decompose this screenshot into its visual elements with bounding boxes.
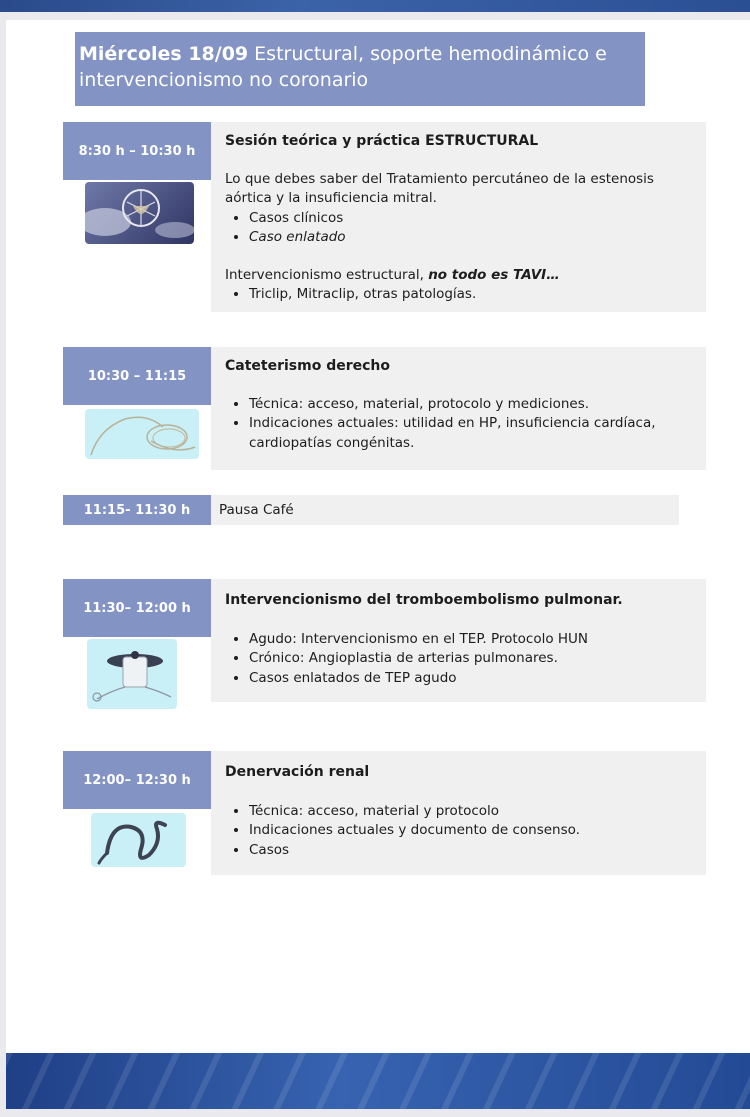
title-day: Miércoles 18/09 bbox=[79, 43, 249, 65]
subheading-prefix: Intervencionismo estructural, bbox=[225, 266, 429, 283]
session-3-title: Intervencionismo del tromboembolismo pulmonar. bbox=[225, 592, 623, 608]
session-3-time: 11:30– 12:00 h bbox=[63, 579, 211, 637]
list-item: • Técnica: acceso, material y protocolo bbox=[249, 802, 692, 822]
session-3-list bbox=[225, 630, 692, 689]
session-2-content bbox=[211, 347, 706, 470]
list-item: • Agudo: Intervencionismo en el TEP. Protocolo HUN bbox=[249, 630, 692, 650]
session-4-content bbox=[211, 751, 706, 875]
list-item: • Casos clínicos bbox=[249, 209, 692, 229]
thrombectomy-device-image bbox=[87, 639, 177, 709]
session-1-subheading bbox=[225, 266, 692, 286]
session-4-list bbox=[225, 802, 692, 861]
list-item: • Técnica: acceso, material, protocolo y mediciones. bbox=[249, 395, 692, 415]
session-2-title: Cateterismo derecho bbox=[225, 358, 391, 374]
list-item: • Casos enlatados de TEP agudo bbox=[249, 669, 692, 689]
list-item: • Indicaciones actuales y documento de consenso. bbox=[249, 821, 692, 841]
session-2-time: 10:30 – 11:15 bbox=[63, 347, 211, 405]
list-item: • Indicaciones actuales: utilidad en HP, insuficiencia cardíaca, cardiopatías congénitas. bbox=[249, 414, 692, 453]
valve-image bbox=[85, 182, 194, 244]
session-1-content bbox=[211, 122, 706, 312]
session-1-list bbox=[225, 209, 692, 248]
subheading-emphasis: no todo es TAVI… bbox=[428, 266, 560, 283]
list-item: • Caso enlatado bbox=[249, 228, 692, 248]
session-4-time: 12:00– 12:30 h bbox=[63, 751, 211, 809]
top-decorative-band bbox=[0, 0, 750, 12]
session-1-intro: Lo que debes saber del Tratamiento percutáneo de la estenosis aórtica y la insuficiencia mitral. bbox=[225, 170, 654, 206]
break-time: 11:15- 11:30 h bbox=[63, 495, 211, 525]
session-1-sublist bbox=[225, 285, 692, 305]
renal-catheter-image bbox=[91, 813, 186, 867]
list-item: • Casos bbox=[249, 841, 692, 861]
bottom-decorative-band bbox=[6, 1053, 750, 1109]
list-item: • Crónico: Angioplastia de arterias pulmonares. bbox=[249, 649, 692, 669]
break-label: Pausa Café bbox=[211, 495, 679, 525]
list-item: • Triclip, Mitraclip, otras patologías. bbox=[249, 285, 692, 305]
session-1-title: Sesión teórica y práctica ESTRUCTURAL bbox=[225, 133, 539, 149]
catheter-image bbox=[85, 409, 199, 459]
title-text: Estructural, soporte hemodinámico e intervencionismo no coronario bbox=[79, 43, 607, 91]
session-2-list bbox=[225, 395, 692, 454]
page-title bbox=[75, 32, 645, 106]
session-3-content bbox=[211, 579, 706, 702]
session-1-time: 8:30 h – 10:30 h bbox=[63, 122, 211, 180]
session-4-title: Denervación renal bbox=[225, 764, 370, 780]
